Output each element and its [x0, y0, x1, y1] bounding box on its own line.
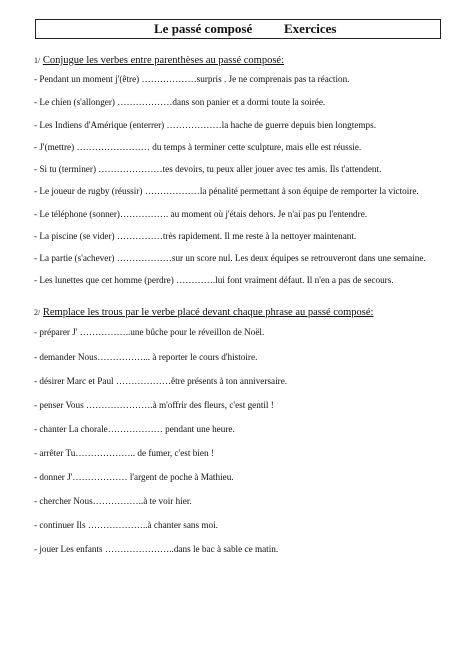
- exercise2-line-3: - désirer Marc et Paul ………………être présents à ton anniversaire.: [34, 376, 288, 386]
- exercise2-line-7: - donner J'……………… l'argent de poche à Mathieu.: [34, 472, 234, 482]
- page-subtitle: Exercices: [284, 21, 337, 36]
- exercise1-line-3: - Les Indiens d'Amérique (enterrer) ………………la hache de guerre depuis bien longtemps.: [34, 120, 376, 130]
- exercise1-line-5: - Si tu (terminer) …………………tes devoirs, tu peux aller jouer avec tes amis. Ils t'attendent.: [34, 164, 382, 174]
- exercise2-line-1: - préparer J' ……………..une bûche pour le réveillon de Noël.: [34, 327, 265, 337]
- exercise2-instruction-text: Remplace les trous par le verbe placé devant chaque phrase au passé composé:: [42, 307, 374, 318]
- title-box: [35, 19, 441, 39]
- exercise1-line-10: - Les lunettes que cet homme (perdre) ………….lui font vraiment défaut. Il n'en a pas de secours.: [34, 275, 394, 285]
- exercise1-number: 1/: [34, 56, 41, 65]
- exercise1-line-1: - Pendant un moment j'(être) ………………surpris . Je ne comprenais pas ta réaction.: [34, 74, 350, 84]
- exercise1-instruction-text: Conjugue les verbes entre parenthèses au passé composé:: [42, 55, 284, 66]
- exercise1-line-9: - La partie (s'achever) ………………sur un score nul. Les deux équipes se retrouveront dans une semaine.: [34, 253, 426, 263]
- exercise1-line-2: - Le chien (s'allonger) ………………dans son panier et a dormi toute la soirée.: [34, 97, 326, 107]
- exercise2-line-5: - chanter La chorale……………… pendant une heure.: [34, 424, 235, 434]
- exercise2-line-4: - penser Vous ………………….à m'offrir des fleurs, c'est gentil !: [34, 400, 274, 410]
- exercise2-line-2: - demander Nous……………... à reporter le cours d'histoire.: [34, 352, 258, 362]
- exercise1-line-8: - La piscine (se vider) ……………très rapidement. Il me reste à la nettoyer maintenant.: [34, 231, 357, 241]
- exercise1-line-4: - J'(mettre) …………………… du temps à terminer cette sculpture, mais elle est réussie.: [34, 142, 362, 152]
- exercise1-line-6: - Le joueur de rugby (réussir) ………………la pénalité permettant à son équipe de remporter la victoire.: [34, 186, 419, 196]
- page-title: Le passé composé: [154, 21, 253, 36]
- exercise2-number: 2/: [34, 308, 41, 317]
- exercise1-line-7: - Le téléphone (sonner)……………. au moment où j'étais dehors. Je n'ai pas pu l'entendre.: [34, 209, 368, 219]
- exercise2-line-9: - continuer Ils ………………..à chanter sans moi.: [34, 520, 218, 530]
- exercise1-instruction: [34, 55, 284, 66]
- exercise2-line-10: - jouer Les enfants …………………..dans le bac à sable ce matin.: [34, 544, 279, 554]
- exercise2-instruction: [34, 307, 373, 318]
- exercise2-line-8: - chercher Nous……………..à te voir hier.: [34, 496, 192, 506]
- exercise2-line-6: - arrêter Tu……………….. de fumer, c'est bien !: [34, 448, 214, 458]
